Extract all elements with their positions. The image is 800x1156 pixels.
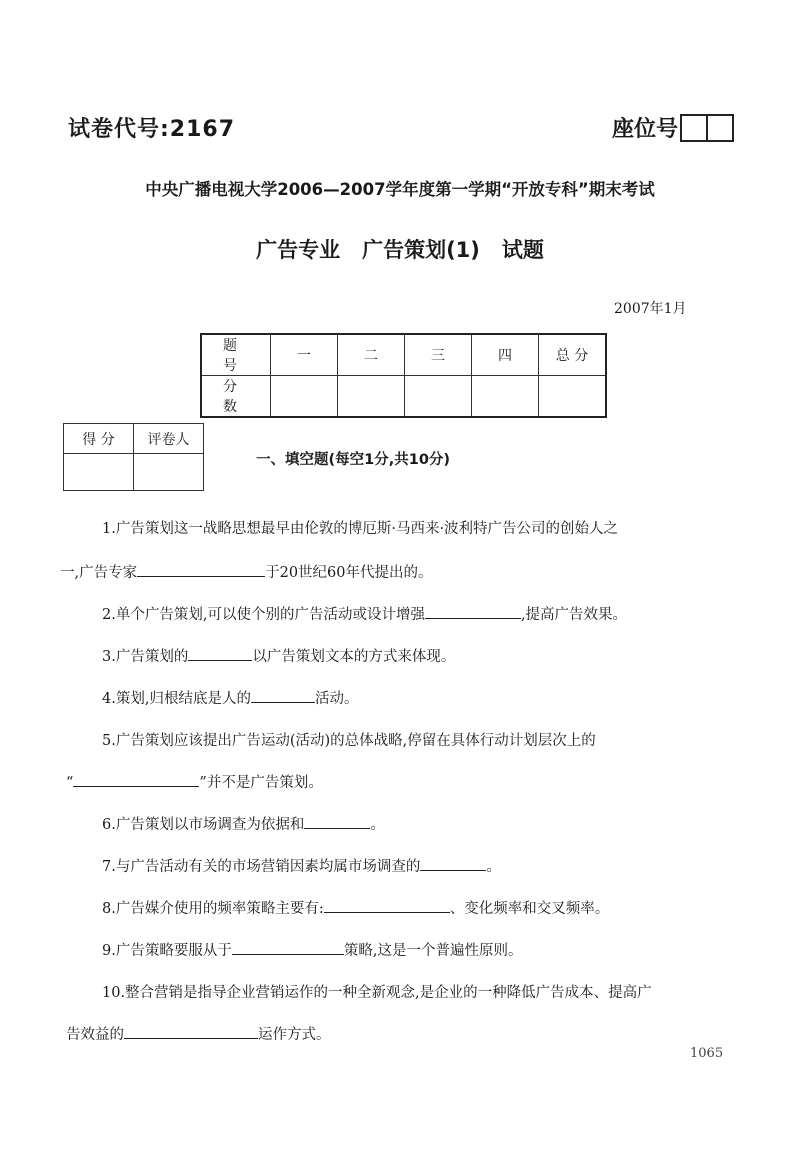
question-5-line1: 5.广告策划应该提出广告运动(活动)的总体战略,停留在具体行动计划层次上的 [102,733,596,749]
question-text: ”并不是广告策划。 [199,775,323,791]
answer-blank [425,606,521,619]
score-cell [405,376,472,418]
answer-blank [124,1026,258,1039]
exam-date: 2007年1月 [614,301,687,317]
score-col: 四 [472,334,539,376]
question-text: 告效益的 [66,1027,124,1043]
grader-name-cell [134,454,204,491]
question-6 [102,813,385,834]
score-header-row [201,334,606,376]
score-table [200,333,607,418]
question-9 [102,939,522,960]
answer-blank [324,900,450,913]
question-text: 以广告策划文本的方式来体现。 [252,649,456,665]
question-text: 9.广告策略要服从于 [102,943,232,959]
grader-table [63,423,204,491]
score-row-label: 题 号 [201,334,271,376]
score-value-row [201,376,606,418]
section-heading: 一、填空题(每空1分,共10分) [256,452,451,468]
question-text: 2.单个广告策划,可以使个别的广告活动或设计增强 [102,607,425,623]
grader-score-label: 得 分 [64,424,134,454]
score-cell [338,376,405,418]
question-5-line2 [66,771,323,792]
question-text: 。 [486,859,501,875]
question-text: 运作方式。 [258,1027,331,1043]
question-text: 活动。 [314,691,359,707]
question-10-line2 [66,1023,331,1044]
question-text: 6.广告策划以市场调查为依据和 [102,817,305,833]
answer-blank [73,774,199,787]
score-col: 二 [338,334,405,376]
answer-blank [304,816,370,829]
question-text: 3.广告策划的 [102,649,189,665]
score-cell [539,376,607,418]
score-cell [472,376,539,418]
question-10-line1: 10.整合营销是指导企业营销运作的一种全新观念,是企业的一种降低广告成本、提高广 [102,985,652,1001]
question-2 [102,603,627,624]
page-number: 1065 [690,1046,724,1061]
question-1-line1: 1.广告策划这一战略思想最早由伦敦的博厄斯·马西来·波利特广告公司的创始人之 [102,521,619,537]
score-col: 三 [405,334,472,376]
answer-blank [420,858,486,871]
question-4 [102,687,358,708]
question-text: 于20世纪60年代提出的。 [265,565,433,581]
grader-score-cell [64,454,134,491]
seat-boxes [680,114,734,142]
question-text: ,提高广告效果。 [520,607,628,623]
question-text: 7.与广告活动有关的市场营销因素均属市场调查的 [102,859,421,875]
question-text: 策略,这是一个普遍性原则。 [343,943,523,959]
score-row-label: 分 数 [201,376,271,418]
question-3 [102,645,455,666]
institution-line: 中央广播电视大学2006—2007学年度第一学期“开放专科”期末考试 [145,180,655,199]
question-text: 一,广告专家 [60,565,138,581]
answer-blank [137,564,265,577]
question-8 [102,897,609,918]
question-text: 4.策划,归根结底是人的 [102,691,251,707]
exam-title: 广告专业 广告策划(1) 试题 [256,238,544,262]
seat-box [680,114,708,142]
answer-blank [251,690,315,703]
score-col: 一 [271,334,338,376]
grader-name-label: 评卷人 [134,424,204,454]
question-text: 、变化频率和交叉频率。 [449,901,610,917]
score-col: 总 分 [539,334,607,376]
seat-box [708,114,734,142]
question-7 [102,855,501,876]
question-text: 8.广告媒介使用的频率策略主要有: [102,901,324,917]
seat-number [612,112,734,143]
question-text: 。 [370,817,385,833]
question-1-line2 [60,561,433,582]
question-text: “ [66,775,74,791]
answer-blank [188,648,252,661]
answer-blank [232,942,344,955]
exam-code: 试卷代号:2167 [68,117,236,142]
score-cell [271,376,338,418]
seat-label: 座位号 [612,117,679,142]
